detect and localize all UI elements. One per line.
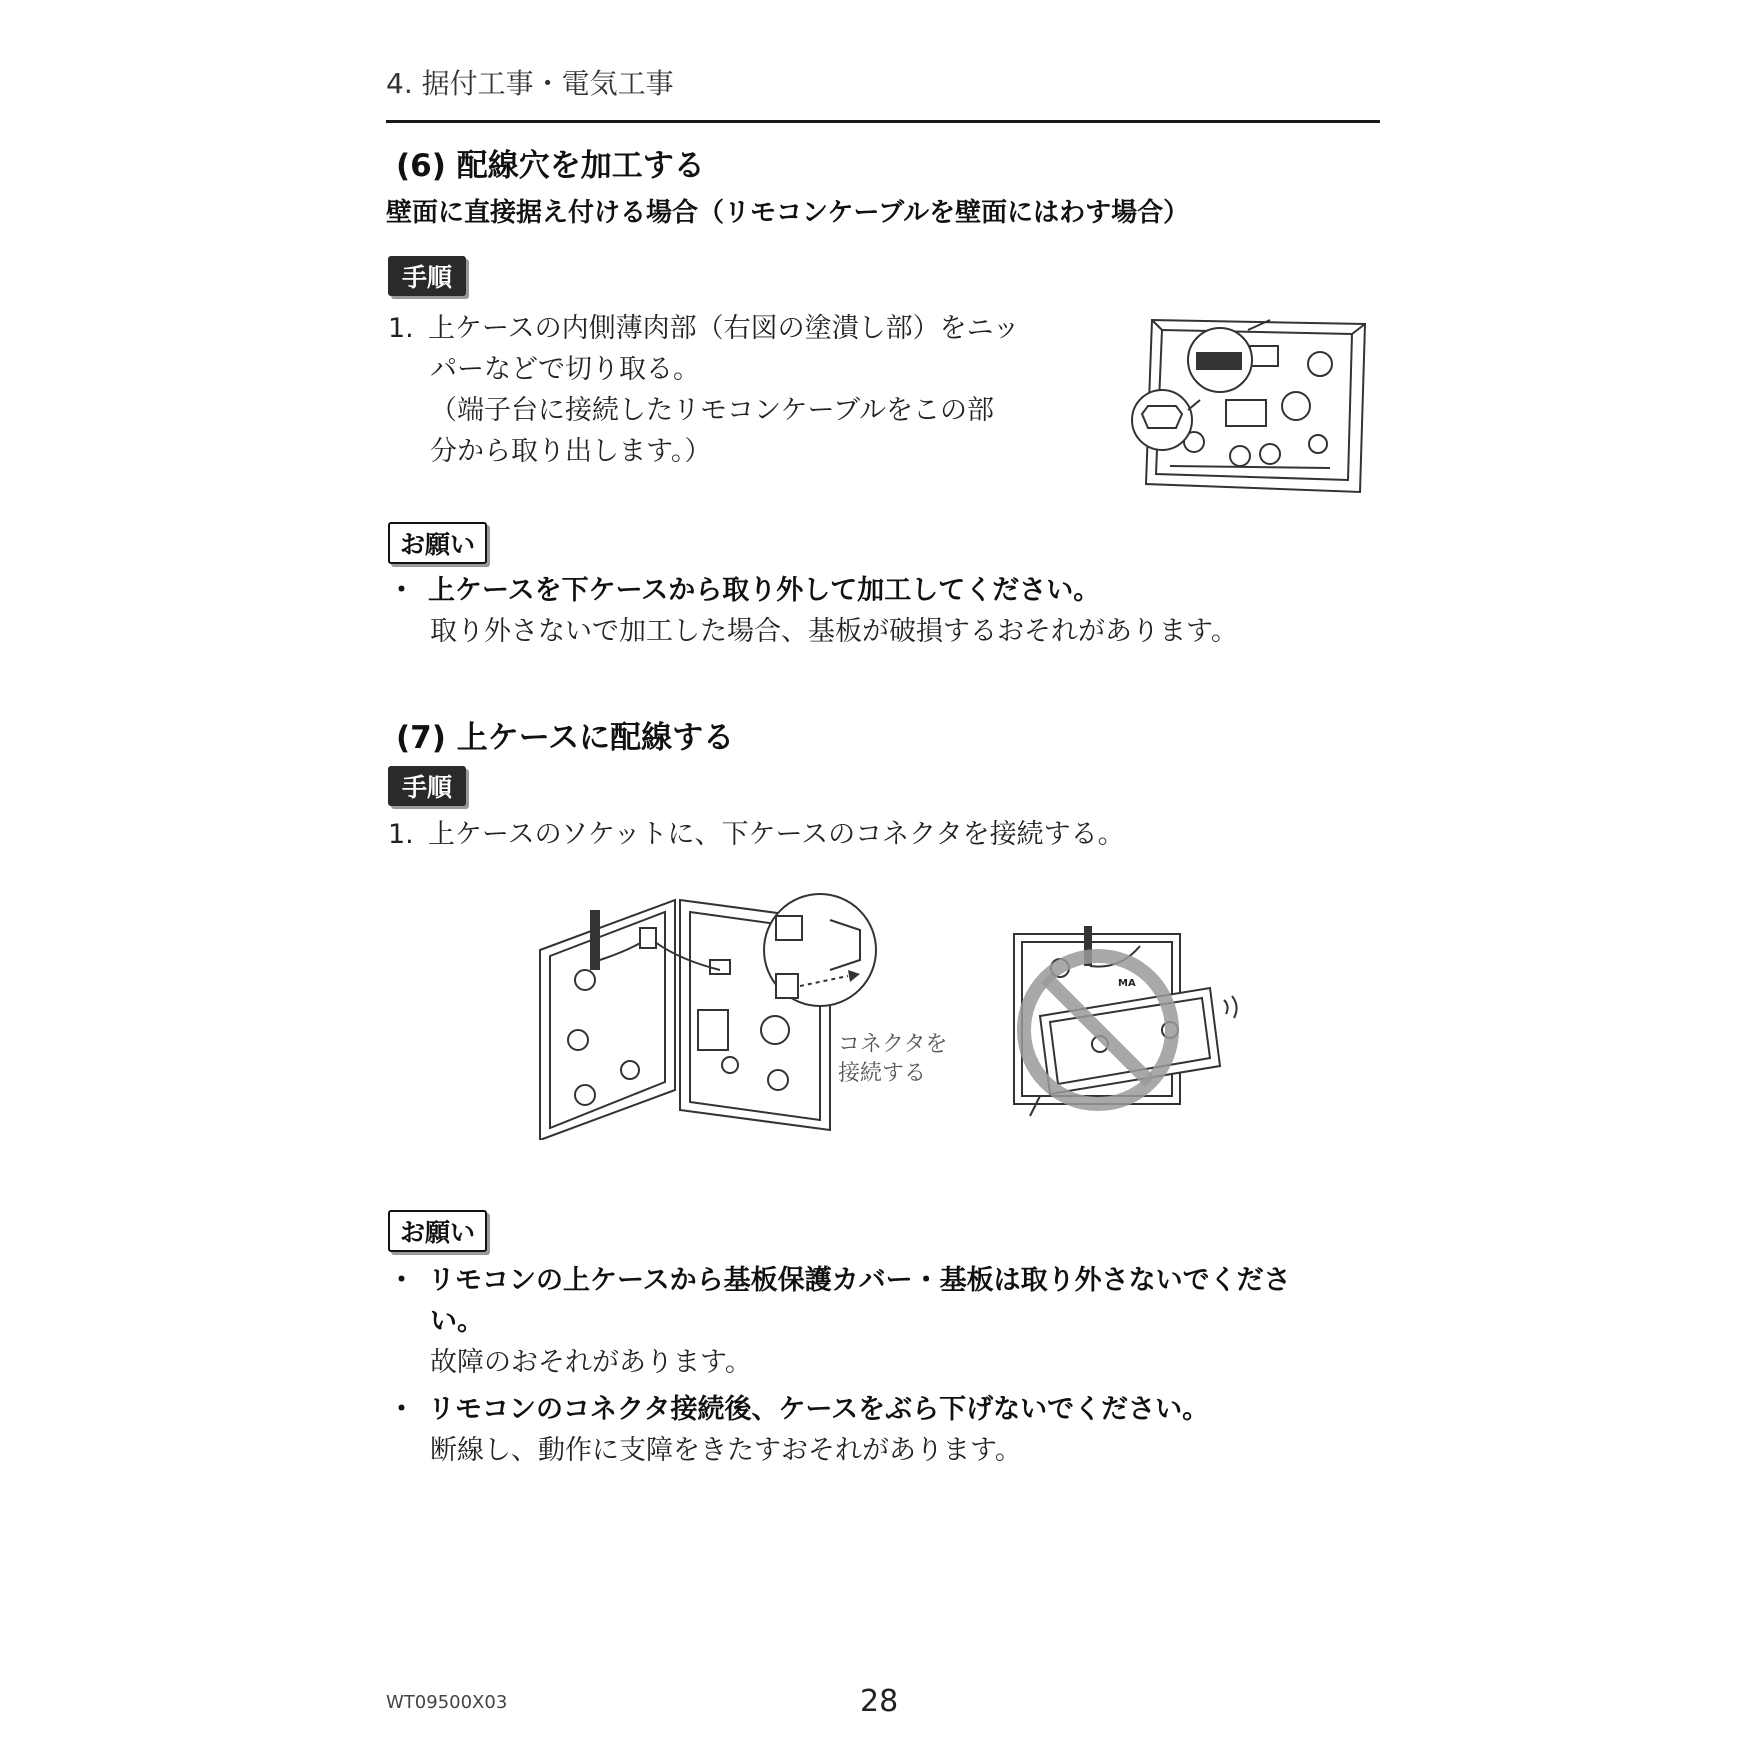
request-tag: お願い	[388, 522, 487, 564]
step-text-line: （端子台に接続したリモコンケーブルをこの部	[430, 395, 995, 426]
request-bold-text: リモコンの上ケースから基板保護カバー・基板は取り外さないでくださ	[428, 1265, 1291, 1296]
request-bold-text: い。	[430, 1306, 484, 1337]
request-bold-text: リモコンのコネクタ接続後、ケースをぶら下げないでください。	[428, 1394, 1210, 1425]
figure-caption	[838, 1030, 948, 1088]
request-item	[388, 1260, 1378, 1383]
bullet-mark: ・	[388, 575, 415, 606]
request-tag: お願い	[388, 1210, 487, 1252]
step-number: 1.	[388, 819, 414, 850]
step-text: 上ケースのソケットに、下ケースのコネクタを接続する。	[428, 819, 1125, 850]
request-item	[388, 1389, 1378, 1471]
caption-line: 接続する	[838, 1061, 927, 1086]
ma-label: MA	[1118, 978, 1136, 989]
section6-request	[388, 570, 1368, 652]
bullet-mark: ・	[388, 1265, 415, 1296]
connector-figure	[530, 880, 900, 1140]
section6-title: (6) 配線穴を加工する	[396, 148, 705, 184]
prohibited-figure	[1010, 926, 1255, 1126]
request-bold-text: 上ケースを下ケースから取り外して加工してください。	[428, 575, 1101, 606]
procedure-tag: 手順	[388, 256, 466, 296]
caption-line: コネクタを	[838, 1032, 948, 1057]
section7-title: (7) 上ケースに配線する	[396, 720, 735, 756]
section6-subtitle: 壁面に直接据え付ける場合（リモコンケーブルを壁面にはわす場合）	[386, 198, 1190, 228]
bullet-mark: ・	[388, 1394, 415, 1425]
request-text: 故障のおそれがあります。	[430, 1347, 752, 1378]
header-rule	[386, 120, 1380, 123]
section6-step1	[388, 308, 1088, 472]
section7-step1	[388, 814, 1368, 855]
document-code: WT09500X03	[386, 1692, 508, 1713]
page-number: 28	[860, 1684, 899, 1719]
step-text-line: 上ケースの内側薄肉部（右図の塗潰し部）をニッ	[428, 313, 1020, 344]
upper-case-figure	[1130, 316, 1375, 496]
section7-requests	[388, 1260, 1378, 1471]
request-text: 取り外さないで加工した場合、基板が破損するおそれがあります。	[430, 616, 1238, 647]
step-text-line: パーなどで切り取る。	[430, 354, 700, 385]
procedure-tag: 手順	[388, 766, 466, 806]
request-text: 断線し、動作に支障をきたすおそれがあります。	[430, 1435, 1022, 1466]
step-number: 1.	[388, 313, 414, 344]
step-text-line: 分から取り出します。）	[430, 436, 712, 467]
chapter-heading: 4. 据付工事・電気工事	[386, 67, 674, 100]
